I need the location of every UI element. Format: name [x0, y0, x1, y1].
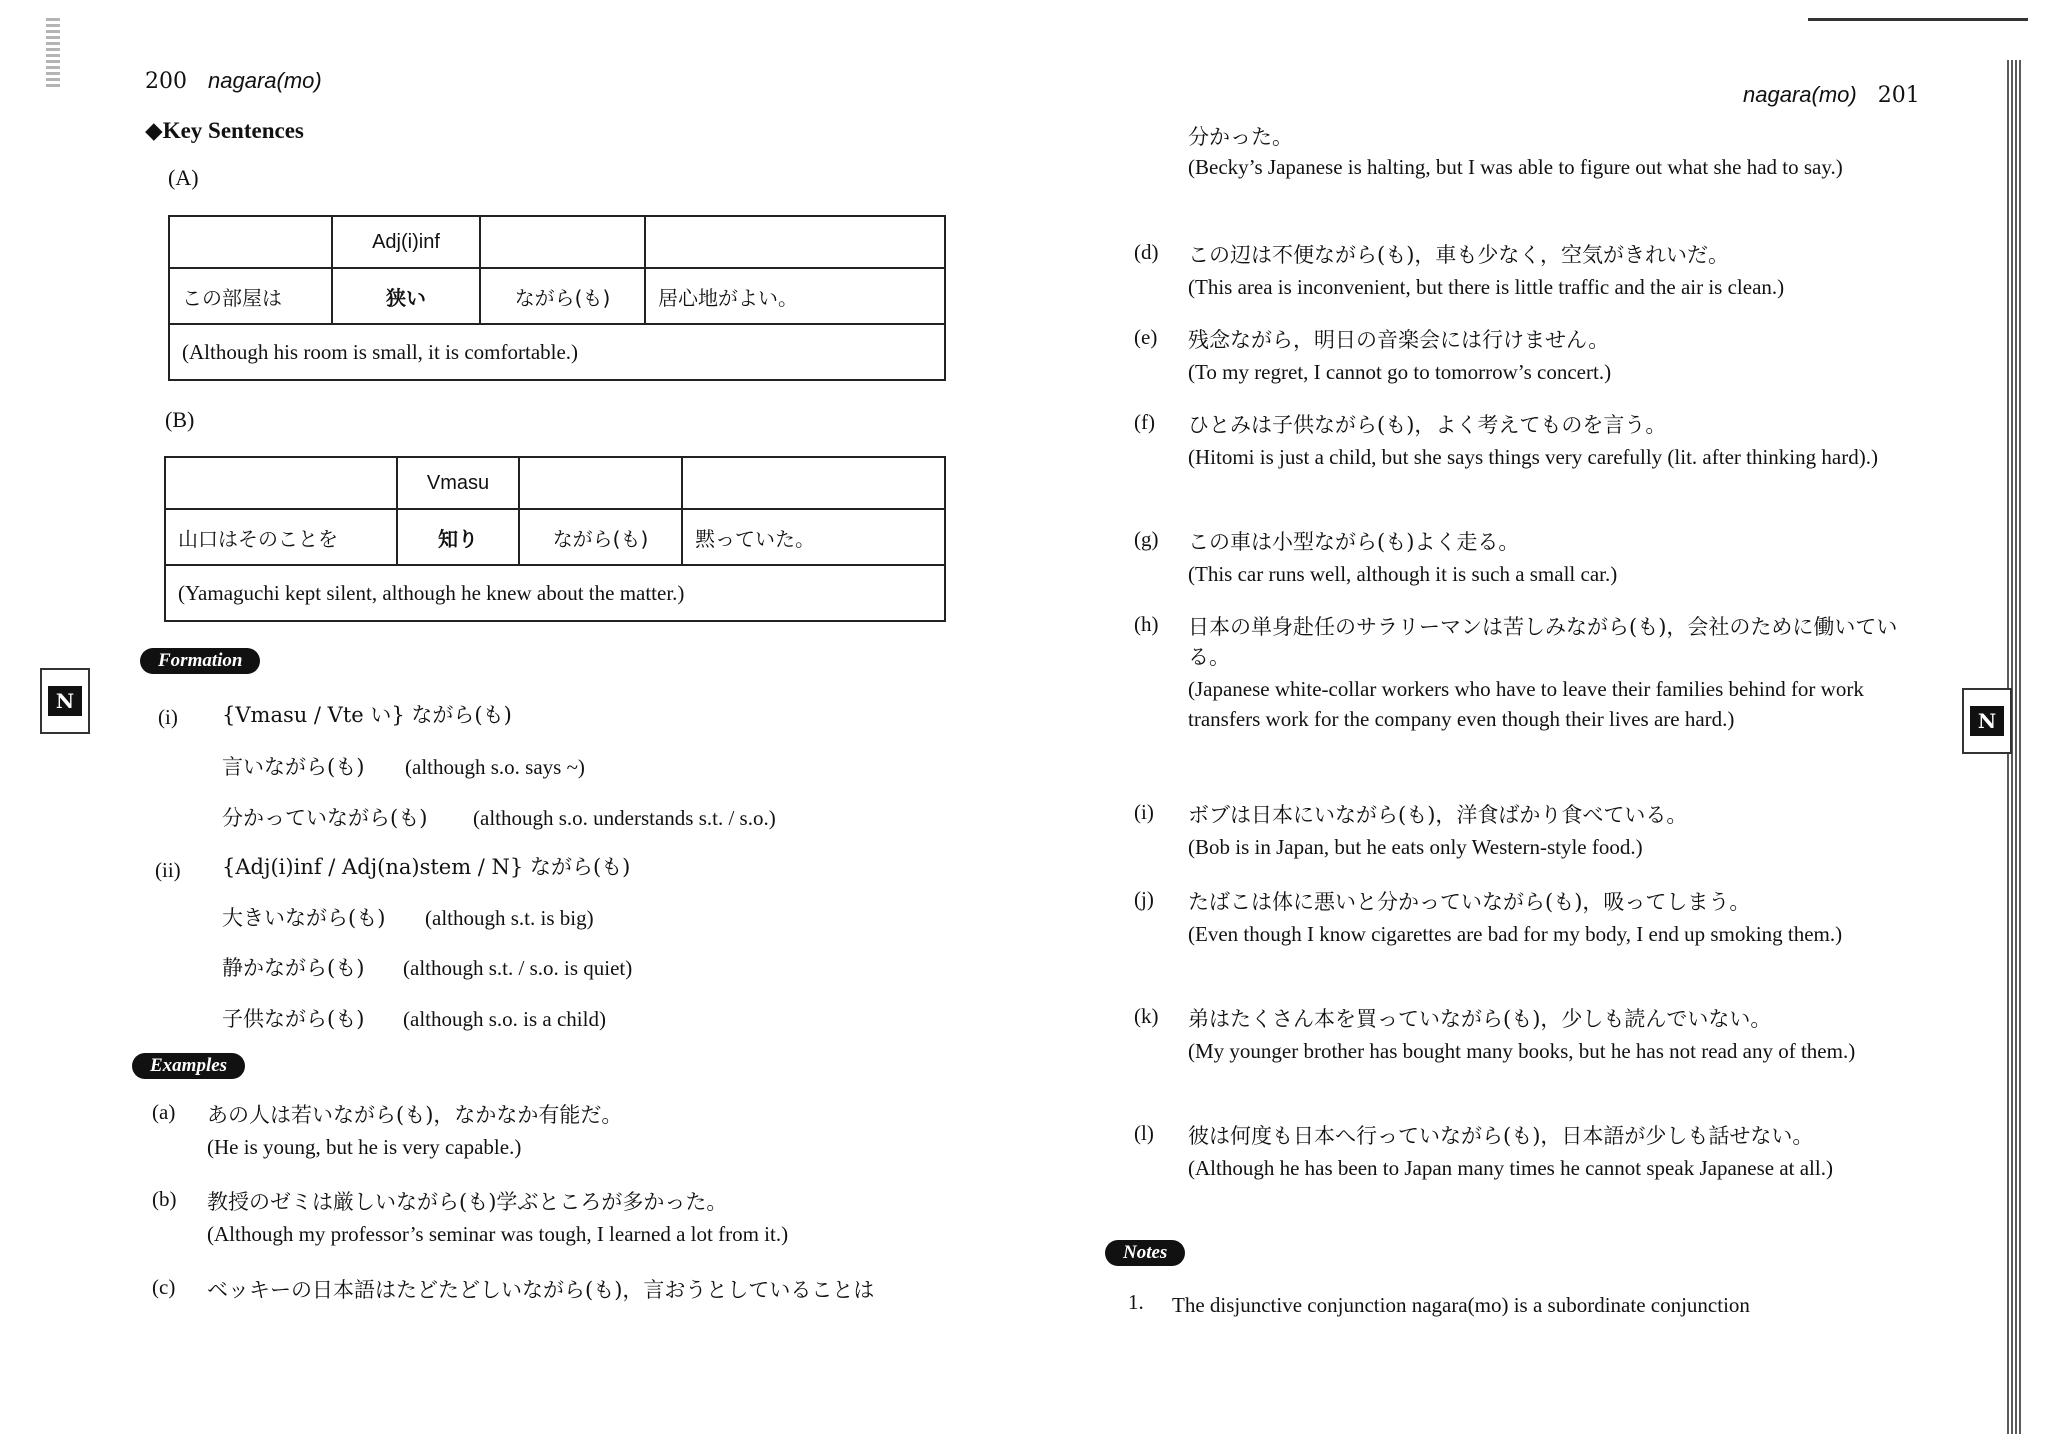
- table-b-cell: ながら(も): [519, 509, 682, 565]
- example-en: (He is young, but he is very capable.): [207, 1135, 522, 1159]
- example-en: (Hitomi is just a child, but she says things very carefully (lit. after thinking hard).): [1188, 445, 1878, 469]
- running-head: nagara(mo): [208, 68, 322, 93]
- formation-example-jp: 子供ながら(も): [222, 1007, 365, 1031]
- right-page-header: [1743, 82, 1920, 108]
- example-jp: 分かった。: [1188, 125, 1293, 149]
- example-jp: ひとみは子供ながら(も)，よく考えてものを言う。: [1188, 413, 1667, 437]
- example-en: (To my regret, I cannot go to tomorrow’s concert.): [1188, 360, 1612, 384]
- table-b-cell: 黙っていた。: [682, 509, 945, 565]
- key-sentences-heading: ◆Key Sentences: [145, 118, 304, 143]
- example-label: (h): [1134, 612, 1159, 636]
- example-en: (My younger brother has bought many books, but he has not read any of them.): [1188, 1039, 1856, 1063]
- table-b-header-cell: Vmasu: [397, 457, 519, 509]
- table-a-translation: (Although his room is small, it is comfortable.): [169, 324, 945, 380]
- example-jp: ボブは日本にいながら(も)，洋食ばかり食べている。: [1188, 803, 1688, 827]
- scan-artifact: [46, 18, 60, 88]
- left-page-header: [145, 68, 322, 94]
- example-label: (f): [1134, 410, 1155, 434]
- example-jp: この車は小型ながら(も)よく走る。: [1188, 530, 1520, 554]
- table-b-header-cell: [519, 457, 682, 509]
- formation-i-rule: {Vmasu / Vte い} ながら(も): [222, 703, 512, 727]
- formation-example-en: (although s.o. is a child): [403, 1007, 606, 1031]
- example-label: (d): [1134, 240, 1159, 264]
- formation-example-en: (although s.o. understands s.t. / s.o.): [473, 806, 776, 830]
- table-a-cell: 居心地がよい。: [645, 268, 945, 324]
- example-label: (i): [1134, 800, 1154, 824]
- example-label: (l): [1134, 1121, 1154, 1145]
- example-jp: 残念ながら，明日の音楽会には行けません。: [1188, 328, 1610, 352]
- formation-example-jp: 言いながら(も): [222, 755, 365, 779]
- table-a-header-cell: [645, 216, 945, 268]
- examples-label: Examples: [132, 1053, 245, 1079]
- example-jp: 教授のゼミは厳しいながら(も)学ぶところが多かった。: [207, 1190, 728, 1214]
- formation-i-label: (i): [158, 705, 178, 729]
- example-jp: 弟はたくさん本を買っていながら(も)，少しも読んでいない。: [1188, 1007, 1772, 1031]
- top-rule: [1808, 18, 2028, 21]
- example-en: (Japanese white-collar workers who have to leave their families behind for work transfers work for the company even though their lives are hard.): [1188, 677, 1864, 731]
- notes-label: Notes: [1105, 1240, 1185, 1266]
- example-en: (This car runs well, although it is such a small car.): [1188, 562, 1618, 586]
- example-label: (k): [1134, 1004, 1159, 1028]
- key-sentence-table-a: [168, 215, 946, 381]
- example-jp: たばこは体に悪いと分かっていながら(も)，吸ってしまう。: [1188, 890, 1751, 914]
- table-b-cell: 知り: [397, 509, 519, 565]
- formation-example-en: (although s.o. says ~): [405, 755, 585, 779]
- table-a-header-cell: [169, 216, 332, 268]
- note-number: 1.: [1128, 1290, 1144, 1314]
- table-b-cell: 山口はそのことを: [165, 509, 397, 565]
- table-a-header-cell: [480, 216, 645, 268]
- running-head: nagara(mo): [1743, 82, 1857, 107]
- example-label: (b): [152, 1187, 177, 1211]
- formation-ii-label: (ii): [155, 858, 181, 882]
- example-c-continued: [1188, 122, 1928, 182]
- note-text: The disjunctive conjunction nagara(mo) is a subordinate conjunction: [1172, 1293, 1750, 1317]
- example-label: (g): [1134, 527, 1159, 551]
- example-label: (e): [1134, 325, 1158, 349]
- example-jp: 日本の単身赴任のサラリーマンは苦しみながら(も)，会社のために働いている。: [1188, 615, 1898, 669]
- formation-example-en: (although s.t. / s.o. is quiet): [403, 956, 633, 980]
- label-b: (B): [165, 407, 195, 432]
- example-jp: この辺は不便ながら(も)，車も少なく，空気がきれいだ。: [1188, 243, 1729, 267]
- formation-example-en: (although s.t. is big): [425, 906, 594, 930]
- table-a-cell: 狭い: [332, 268, 480, 324]
- example-label: (c): [152, 1275, 176, 1299]
- example-en: (Becky’s Japanese is halting, but I was able to figure out what she had to say.): [1188, 155, 1843, 179]
- table-a-cell: この部屋は: [169, 268, 332, 324]
- table-a-header-cell: Adj(i)inf: [332, 216, 480, 268]
- example-jp: ベッキーの日本語はたどたどしいながら(も)，言おうとしていることは: [207, 1278, 875, 1302]
- label-a: (A): [168, 165, 199, 190]
- formation-example-jp: 分かっていながら(も): [222, 806, 428, 830]
- formation-ii-rule: {Adj(i)inf / Adj(na)stem / N} ながら(も): [222, 855, 631, 879]
- key-sentence-table-b: [164, 456, 946, 622]
- thumb-tab-letter: N: [48, 686, 82, 716]
- example-label: (j): [1134, 887, 1154, 911]
- page-number: 201: [1877, 83, 1920, 108]
- page-number: 200: [145, 69, 187, 94]
- example-jp: 彼は何度も日本へ行っていながら(も)，日本語が少しも話せない。: [1188, 1124, 1814, 1148]
- table-a-cell: ながら(も): [480, 268, 645, 324]
- example-jp: あの人は若いながら(も)，なかなか有能だ。: [207, 1103, 623, 1127]
- table-b-header-cell: [165, 457, 397, 509]
- table-b-translation: (Yamaguchi kept silent, although he knew about the matter.): [165, 565, 945, 621]
- formation-example-jp: 静かながら(も): [222, 956, 365, 980]
- formation-label: Formation: [140, 648, 260, 674]
- example-label: (a): [152, 1100, 176, 1124]
- example-en: (Although he has been to Japan many times he cannot speak Japanese at all.): [1188, 1156, 1833, 1180]
- thumb-index-tab-right: [1962, 688, 2012, 754]
- example-en: (Even though I know cigarettes are bad for my body, I end up smoking them.): [1188, 922, 1843, 946]
- example-en: (Although my professor’s seminar was tough, I learned a lot from it.): [207, 1222, 789, 1246]
- thumb-index-tab-left: [40, 668, 90, 734]
- example-en: (This area is inconvenient, but there is little traffic and the air is clean.): [1188, 275, 1785, 299]
- formation-example-jp: 大きいながら(も): [222, 906, 386, 930]
- thumb-tab-letter: N: [1970, 706, 2004, 736]
- table-b-header-cell: [682, 457, 945, 509]
- example-en: (Bob is in Japan, but he eats only Western-style food.): [1188, 835, 1643, 859]
